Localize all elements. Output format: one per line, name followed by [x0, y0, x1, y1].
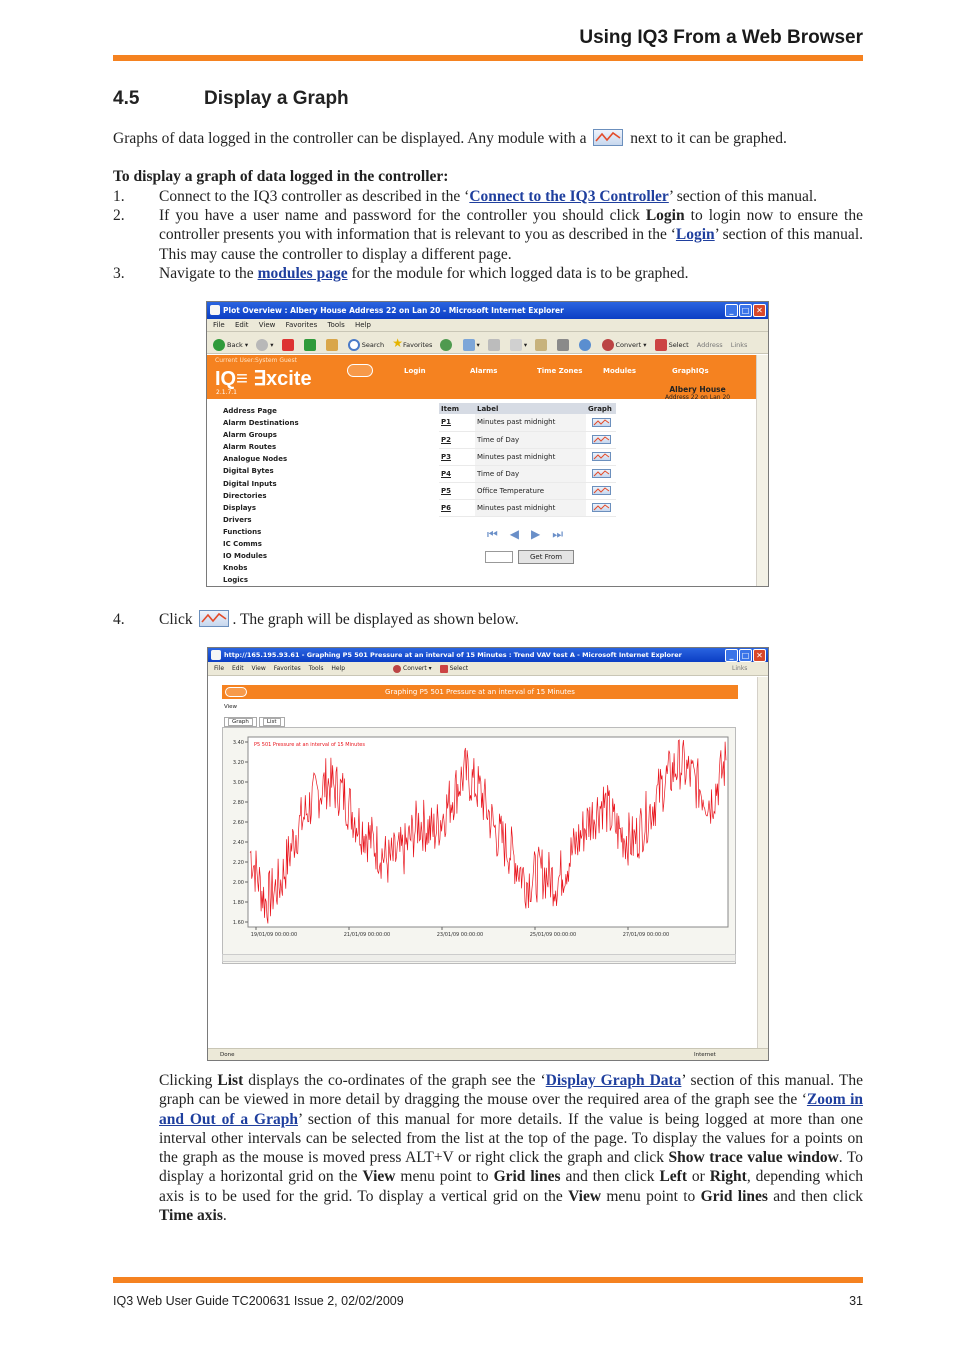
bold-term: Show trace value window [668, 1149, 839, 1167]
menu-tools[interactable]: Tools [308, 665, 324, 672]
step-text: for the module for which logged data is to be graphed. [347, 265, 689, 282]
plot-area [248, 737, 728, 927]
item-link[interactable]: P4 [439, 465, 475, 482]
procedure-title: To display a graph of data logged in the controller: [113, 168, 449, 185]
site-name: Albery House [669, 385, 726, 394]
step-text: If you have a user name and password for the controller you should click [159, 207, 646, 224]
current-user: Current User:System Guest [215, 357, 297, 364]
sidebar-item[interactable]: Digital Bytes [223, 467, 274, 476]
row-label: Minutes past midnight [475, 448, 586, 465]
x-tick-label: 21/01/09 00:00:00 [343, 932, 391, 938]
favorites-button[interactable] [392, 332, 432, 356]
tab-graph[interactable] [224, 717, 257, 727]
bold-term: View [568, 1187, 602, 1205]
bold-term: Left [659, 1168, 687, 1186]
favorites-label: Favorites [402, 341, 433, 349]
status-text: Done [220, 1052, 235, 1058]
sidebar-item[interactable]: Alarm Groups [223, 431, 277, 440]
menu-tools[interactable]: Tools [327, 321, 345, 329]
step-text: ’ section of this manual. [668, 188, 818, 205]
menu-file[interactable]: File [213, 321, 225, 329]
text: menu point to [601, 1187, 701, 1205]
row-label: Minutes past midnight [475, 499, 586, 516]
item-link[interactable]: P6 [439, 499, 475, 516]
sidebar-item[interactable]: Knobs [223, 564, 248, 573]
graph-icon [199, 610, 229, 627]
y-tick-label: 2.80 [232, 800, 244, 806]
y-tick-label: 3.00 [232, 780, 244, 786]
step-number: 3. [113, 265, 125, 282]
convert-button[interactable]: Convert ▾ [393, 662, 432, 676]
window-title: Plot Overview : Albery House Address 22 on Lan 20 - Microsoft Internet Explorer [223, 306, 564, 315]
select-label: Select [449, 665, 469, 672]
convert-label: Convert [615, 341, 642, 349]
y-tick-label: 2.20 [232, 860, 244, 866]
bold-term: Right [709, 1168, 747, 1186]
sidebar-item[interactable]: Displays [223, 503, 257, 512]
history-button[interactable] [440, 334, 454, 356]
select-icon [655, 339, 667, 351]
minimize-icon[interactable]: _ [725, 304, 738, 317]
row-label: Time of Day [475, 431, 586, 448]
step-4 [113, 610, 863, 630]
window-title: http://165.195.93.61 - Graphing P5 501 Pressure at an interval of 15 Minutes : Trend VAV test A - Microsoft Internet Explorer [224, 651, 682, 659]
x-tick-label: 19/01/09 00:00:00 [250, 932, 298, 938]
bold-term: List [217, 1072, 244, 1089]
version: 2.1.7.1 [216, 389, 237, 396]
tab-graph-label: Graph [228, 718, 253, 726]
tab-list-label: List [263, 718, 281, 726]
y-tick-label: 2.60 [232, 820, 244, 826]
running-header: Using IQ3 From a Web Browser [579, 27, 863, 48]
page-title: Plot Overview [455, 389, 526, 399]
menu-help[interactable]: Help [354, 321, 371, 329]
intro-paragraph [113, 129, 863, 148]
intro-text-after: next to it can be graphed. [630, 130, 787, 147]
menu-bar [207, 319, 768, 332]
refresh-toggle-icon[interactable] [225, 687, 247, 697]
menu-view[interactable]: View [258, 321, 276, 329]
ie-icon [210, 305, 220, 315]
section-number: 4.5 [113, 88, 140, 109]
step-text: to login now to ensure the controller presents you with information that is relevant to you as described in the ‘ [159, 207, 863, 244]
y-tick-label: 1.60 [232, 920, 244, 926]
window-titlebar [208, 648, 768, 662]
get-from-button[interactable]: Get From [518, 550, 574, 564]
discuss-button[interactable] [535, 334, 549, 356]
plot-table [439, 403, 616, 517]
text: ’ section of this manual for more details. If the value is being logged at more than one interval other intervals can be selected from the list at the top of the page. To display the values for a points on the graph as the mouse is moved press ALT+V or right click the graph and click [159, 1110, 863, 1167]
text: menu point to [395, 1168, 494, 1186]
nav-time-zones[interactable]: Time Zones [537, 367, 583, 375]
edit-icon [510, 339, 522, 351]
row-label: Time of Day [475, 465, 586, 482]
item-link[interactable]: P1 [439, 414, 475, 431]
text: or [686, 1168, 710, 1186]
back-button[interactable]: Back ▾ [213, 334, 248, 356]
page-number: 31 [849, 1294, 863, 1308]
graph-icon[interactable] [592, 452, 611, 461]
sidebar-item[interactable]: Drivers [223, 515, 252, 524]
nav-alarms[interactable]: Alarms [470, 367, 498, 375]
column-header: Label [475, 403, 586, 414]
step-text: . The graph will be displayed as shown below. [232, 611, 519, 628]
refresh-button[interactable] [304, 334, 318, 356]
links-label[interactable]: Links [732, 665, 748, 672]
x-tick-label: 23/01/09 00:00:00 [436, 932, 484, 938]
module-sidebar [223, 405, 299, 586]
maximize-icon[interactable]: □ [739, 649, 752, 662]
bold-term: Grid lines [493, 1168, 561, 1186]
sidebar-item[interactable]: Address Page [223, 407, 277, 415]
mail-button[interactable]: ▾ [463, 334, 480, 356]
select-icon [440, 665, 448, 673]
close-icon[interactable]: ✕ [753, 304, 766, 317]
edit-button[interactable]: ▾ [510, 334, 527, 356]
sidebar-item[interactable]: Directories [223, 491, 267, 500]
step-3 [113, 264, 863, 284]
y-tick-label: 2.00 [232, 880, 244, 886]
graph-heading-text: Graphing P5 501 Pressure at an interval of 15 Minutes [385, 688, 575, 696]
menu-edit[interactable]: Edit [234, 321, 249, 329]
menu-edit[interactable]: Edit [231, 665, 244, 672]
nav-modules[interactable]: Modules [603, 367, 637, 375]
text: . [222, 1207, 227, 1225]
forward-button[interactable]: ▾ [256, 334, 273, 356]
refresh-icon [304, 339, 316, 351]
step-text: ’ section of this manual. This may cause the controller to display a different page. [159, 226, 863, 263]
sidebar-item[interactable]: IC Comms [223, 540, 262, 549]
back-label: Back [227, 341, 243, 349]
trend-chart[interactable] [222, 727, 736, 954]
graph-icon[interactable] [592, 418, 611, 427]
select-button[interactable] [440, 662, 469, 676]
address-label: Address [696, 341, 723, 349]
screenshot-graph-window [207, 647, 769, 1061]
closing-paragraph [159, 1071, 863, 1225]
table-row [439, 499, 616, 516]
search-button[interactable] [348, 334, 384, 356]
home-icon [326, 339, 338, 351]
link-modules-page[interactable]: modules page [257, 265, 348, 282]
site-address: Address 22 on Lan 20 [665, 394, 731, 401]
discuss-icon [535, 339, 547, 351]
status-bar [208, 1048, 768, 1060]
sidebar-item[interactable]: Analogue Nodes [223, 455, 288, 464]
section-title: Display a Graph [204, 88, 349, 109]
y-tick-label: 1.80 [232, 900, 244, 906]
text: and then click [560, 1168, 660, 1186]
star-icon: ★ [392, 336, 403, 350]
step-text: Connect to the IQ3 controller as described in the ‘ [159, 188, 470, 205]
messenger-button[interactable] [579, 334, 593, 356]
maximize-icon[interactable]: □ [739, 304, 752, 317]
text: displays the co-ordinates of the graph see the ‘ [243, 1072, 546, 1089]
footer-doc-title: IQ3 Web User Guide TC200631 Issue 2, 02/02/2009 [113, 1294, 404, 1308]
select-label: Select [668, 341, 689, 349]
sidebar-item[interactable]: Alarm Routes [223, 443, 277, 452]
text: ’ section of this manual. The graph can be viewed in more detail by dragging the mouse over the required area of the graph see the ‘ [159, 1072, 863, 1109]
menu-help[interactable]: Help [331, 665, 346, 672]
graph-icon[interactable] [592, 469, 611, 478]
y-tick-label: 3.40 [232, 740, 244, 746]
text: Clicking [159, 1072, 218, 1089]
print-icon [488, 339, 500, 351]
stop-icon [282, 339, 294, 351]
get-from-input[interactable] [485, 551, 513, 563]
iq3-logo: IQ≡ ∃xcite [215, 368, 312, 390]
convert-label: Convert [403, 665, 427, 672]
pager-arrows-icon[interactable]: ⏮◀▶⏭ [487, 527, 576, 541]
view-menu[interactable]: View [224, 704, 238, 710]
sidebar-item[interactable]: IO Modules [223, 552, 268, 561]
step-text: Navigate to the [159, 265, 258, 282]
link-display-graph-data[interactable]: Display Graph Data [545, 1072, 682, 1089]
bold-term: Time axis [159, 1207, 223, 1225]
site-info [665, 386, 730, 402]
menu-and-toolbar [208, 662, 768, 676]
text: and then click [767, 1187, 863, 1205]
menu-view[interactable]: View [251, 665, 266, 672]
vertical-scrollbar[interactable] [756, 355, 768, 587]
forward-icon [256, 339, 268, 351]
sidebar-item[interactable]: Functions [223, 527, 262, 536]
table-row [439, 431, 616, 448]
sidebar-item[interactable]: Digital Inputs [223, 479, 277, 488]
screenshot-plot-overview [206, 301, 769, 587]
menu-favorites[interactable]: Favorites [273, 665, 301, 672]
nav-graphiqs[interactable]: GraphIQs [672, 367, 709, 375]
horizontal-scrollbar[interactable] [222, 954, 736, 962]
graph-icon[interactable] [592, 486, 611, 495]
graph-icon[interactable] [592, 503, 611, 512]
mail-icon [463, 339, 475, 351]
graph-tabs [224, 717, 285, 727]
pdf-icon [602, 339, 614, 351]
item-link[interactable]: P5 [439, 482, 475, 499]
sidebar-item[interactable]: Alarm Destinations [223, 419, 299, 428]
print-button[interactable] [488, 334, 502, 356]
row-label: Minutes past midnight [475, 414, 586, 431]
header-rule [113, 55, 863, 61]
research-button[interactable] [557, 334, 571, 356]
browser-toolbar [207, 332, 768, 354]
column-header: Graph [586, 403, 616, 414]
item-link[interactable]: P3 [439, 448, 475, 465]
table-row [439, 465, 616, 482]
footer-rule [113, 1277, 863, 1283]
back-icon [213, 339, 225, 351]
pdf-icon [393, 665, 401, 673]
step-number: 1. [113, 188, 125, 205]
vertical-scrollbar[interactable] [757, 677, 768, 1049]
select-button[interactable] [655, 334, 689, 356]
bold-term: Grid lines [700, 1187, 768, 1205]
ie-icon [211, 650, 221, 660]
intro-text-before: Graphs of data logged in the controller can be displayed. Any module with a [113, 130, 587, 147]
step-number: 2. [113, 207, 125, 224]
table-row [439, 482, 616, 499]
search-icon [348, 339, 360, 351]
research-icon [557, 339, 569, 351]
table-row [439, 414, 616, 431]
stop-button[interactable] [282, 334, 296, 356]
row-label: Office Temperature [475, 482, 586, 499]
refresh-toggle-icon[interactable] [347, 364, 373, 377]
menu-favorites[interactable]: Favorites [285, 321, 318, 329]
column-header: Item [439, 403, 475, 414]
tab-list[interactable] [259, 717, 285, 727]
link-zoom[interactable]: Zoom in and Out of a Graph [159, 1091, 864, 1128]
step-1 [113, 187, 863, 207]
step-2 [113, 206, 863, 266]
history-icon [440, 339, 452, 351]
graph-icon [593, 129, 623, 146]
text: , depending which axis is to be used for the grid. To display a vertical grid on the [159, 1168, 863, 1205]
step-number: 4. [113, 611, 125, 628]
graph-icon[interactable] [592, 435, 611, 444]
step-bold: Login [645, 207, 685, 224]
messenger-icon [579, 339, 591, 351]
home-button[interactable] [326, 334, 340, 356]
graph-heading [222, 685, 738, 699]
link-connect[interactable]: Connect to the IQ3 Controller [469, 188, 669, 205]
link-login[interactable]: Login [675, 226, 715, 244]
close-icon[interactable]: ✕ [753, 649, 766, 662]
search-label: Search [361, 341, 385, 349]
security-zone: Internet [694, 1052, 716, 1058]
links-label[interactable]: Links [730, 341, 748, 349]
nav-login[interactable]: Login [404, 367, 426, 375]
y-tick-label: 2.40 [232, 840, 244, 846]
x-tick-label: 27/01/09 00:00:00 [622, 932, 670, 938]
legend-entry: P5 501 Pressure at an interval of 15 Minutes [254, 742, 365, 748]
y-tick-label: 3.20 [232, 760, 244, 766]
step-text: Click [159, 611, 193, 628]
x-tick-label: 25/01/09 00:00:00 [529, 932, 577, 938]
bold-term: View [362, 1168, 396, 1186]
menu-file[interactable]: File [214, 665, 225, 672]
item-link[interactable]: P2 [439, 431, 475, 448]
table-row [439, 448, 616, 465]
convert-button[interactable]: Convert ▾ [602, 334, 647, 356]
text: . To display a horizontal grid on the [159, 1149, 864, 1186]
minimize-icon[interactable]: _ [725, 649, 738, 662]
sidebar-item[interactable]: Logics [223, 576, 248, 585]
window-titlebar [207, 302, 768, 319]
